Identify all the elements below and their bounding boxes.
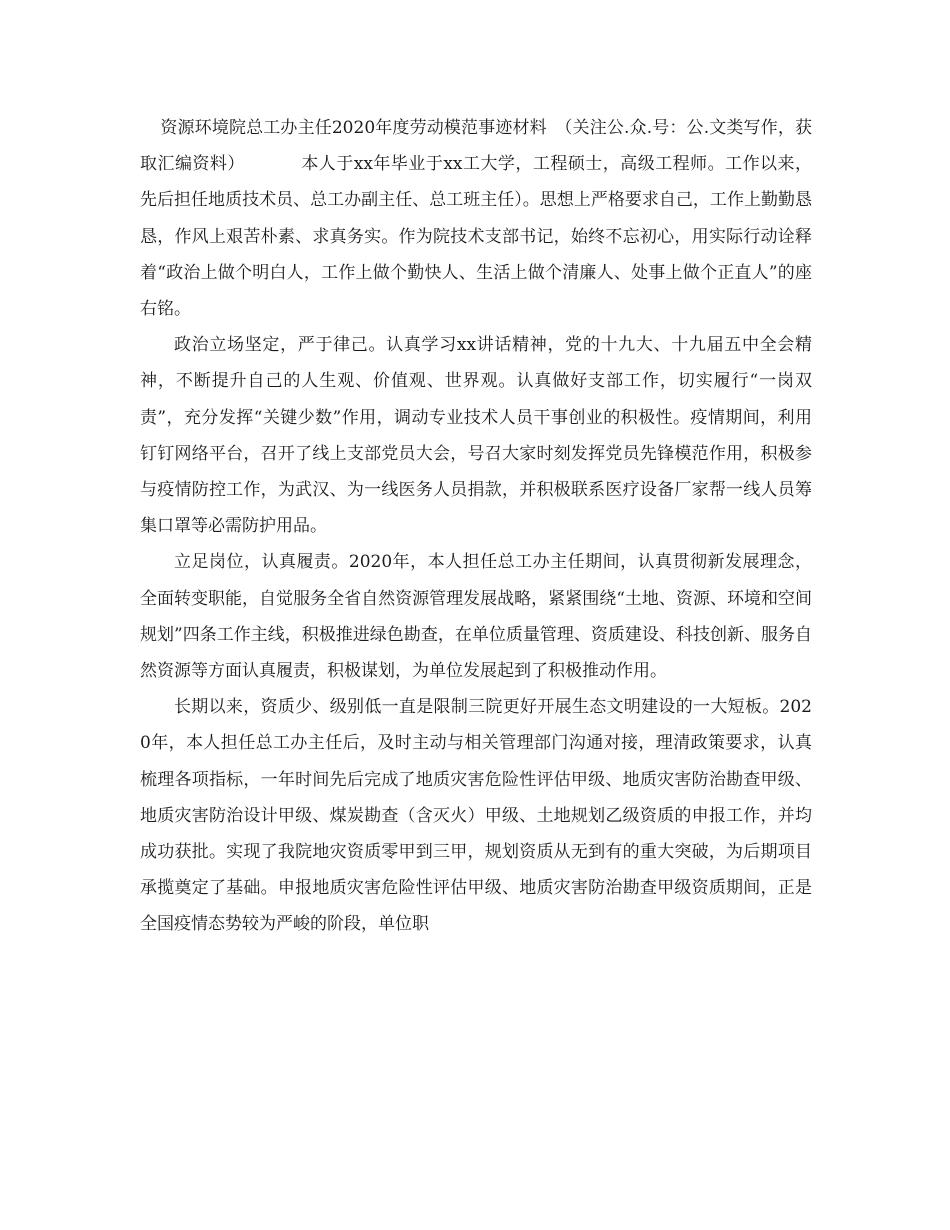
paragraph-political: 政治立场坚定，严于律己。认真学习xx讲话精神，党的十九大、十九届五中全会精神，不断提升自己的人生观、价值观、世界观。认真做好支部工作，切实履行“一岗双责”，充分发挥“关键少数”作用，调动专业技术人员干事创业的积极性。疫情期间，利用钉钉网络平台，召开了线上支部党员大会，号召大家时刻发挥党员先锋模范作用，积极参与疫情防控工作，为武汉、为一线医务人员捐款，并积极联系医疗设备厂家帮一线人员筹集口罩等必需防护用品。 <box>140 335 812 537</box>
paragraph-duty: 立足岗位，认真履责。2020年，本人担任总工办主任期间，认真贯彻新发展理念，全面转变职能，自觉服务全省自然资源管理发展战略，紧紧围绕“土地、资源、环境和空间规划”四条工作主线，积极推进绿色勘查，在单位质量管理、资质建设、科技创新、服务自然资源等方面认真履责，积极谋划，为单位发展起到了积极推动作用。 <box>140 552 812 682</box>
document-title: 资源环境院总工办主任2020年度劳动模范事迹材料 （关注公.众.号：公.文类写作，获取汇编资料） <box>140 118 812 175</box>
document-body <box>140 110 812 943</box>
intro-paragraph <box>140 110 812 327</box>
intro-text: 本人于xx年毕业于xx工大学，工程硕士，高级工程师。工作以来，先后担任地质技术员、总工办副主任、总工班主任）。思想上严格要求自己，工作上勤勤恳恳，作风上艰苦朴素、求真务实。作为院技术支部书记，始终不忘初心，用实际行动诠释着“政治上做个明白人，工作上做个勤快人、生活上做个清廉人、处事上做个正直人”的座右铭。 <box>140 154 812 320</box>
paragraph-qualification: 长期以来，资质少、级别低一直是限制三院更好开展生态文明建设的一大短板。2020年，本人担任总工办主任后，及时主动与相关管理部门沟通对接，理清政策要求，认真梳理各项指标，一年时间先后完成了地质灾害危险性评估甲级、地质灾害防治勘查甲级、地质灾害防治设计甲级、煤炭勘查（含灭火）甲级、土地规划乙级资质的申报工作，并均成功获批。实现了我院地灾资质零甲到三甲，规划资质从无到有的重大突破，为后期项目承揽奠定了基础。申报地质灾害危险性评估甲级、地质灾害防治勘查甲级资质期间，正是全国疫情态势较为严峻的阶段，单位职 <box>140 697 812 935</box>
